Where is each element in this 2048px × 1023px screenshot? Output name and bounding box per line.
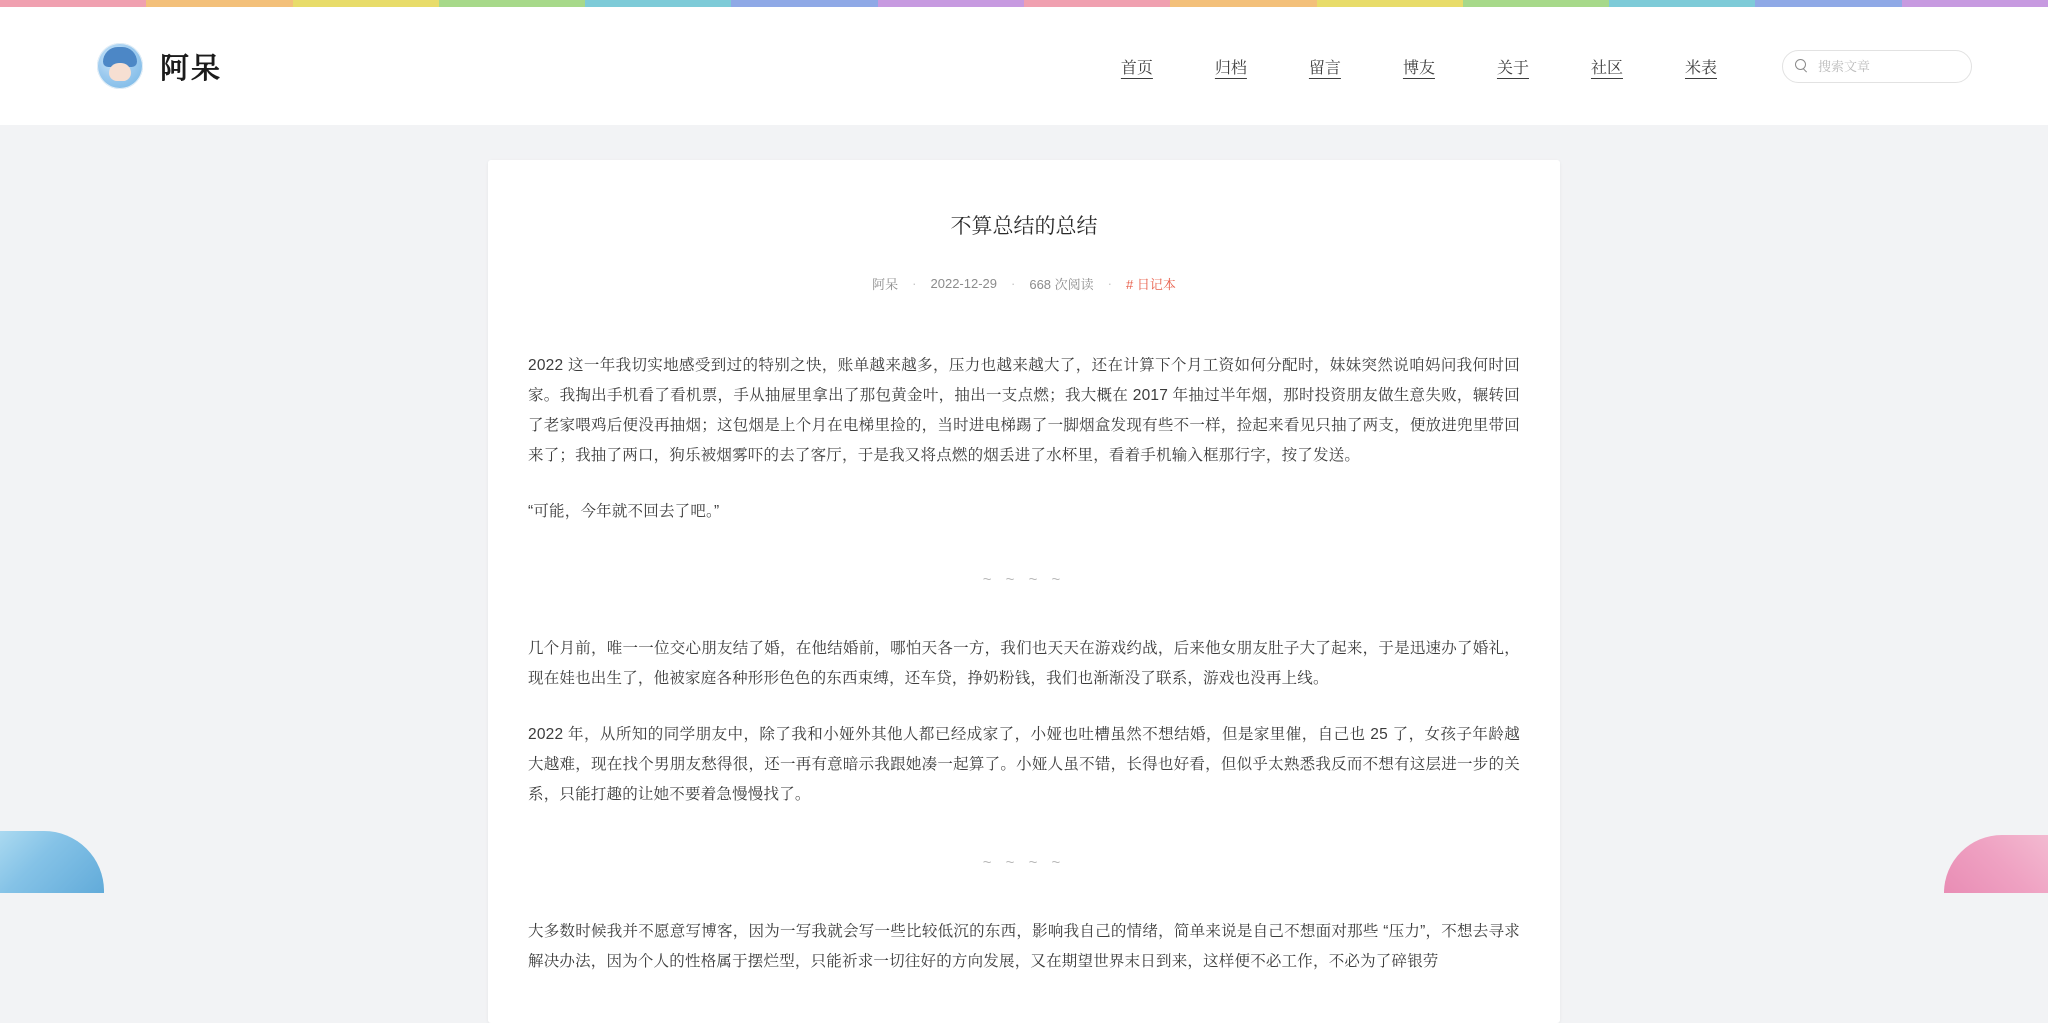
post-paragraph: 几个月前，唯一一位交心朋友结了婚，在他结婚前，哪怕天各一方，我们也天天在游戏约战，后来他女朋友肚子大了起来，于是迅速办了婚礼，现在娃也出生了，他被家庭各种形形色色的东西束缚，还车贷，挣奶粉钱，我们也渐渐没了联系，游戏也没再上线。	[528, 634, 1520, 694]
search-icon	[1795, 59, 1809, 73]
meta-separator-2: ·	[1001, 276, 1025, 291]
post-views: 668 次阅读	[1029, 274, 1093, 293]
post-meta	[528, 274, 1520, 293]
rainbow-stripe	[146, 0, 292, 7]
meta-separator-3: ·	[1098, 276, 1122, 291]
post-paragraph: 大多数时候我并不愿意写博客，因为一写我就会写一些比较低沉的东西，影响我自己的情绪，简单来说是自己不想面对那些 “压力”，不想去寻求解决办法，因为个人的性格属于摆烂型，只能祈求一切往好的方向发展，又在期望世界末日到来，这样便不必工作，不必为了碎银劳	[528, 917, 1520, 977]
rainbow-stripe	[585, 0, 731, 7]
search-box[interactable]	[1782, 50, 1972, 83]
rainbow-stripe	[1317, 0, 1463, 7]
rainbow-stripe	[1755, 0, 1901, 7]
post-date: 2022-12-29	[931, 276, 998, 291]
site-header	[0, 7, 2048, 125]
search-input[interactable]	[1816, 58, 1959, 75]
post-body	[528, 351, 1520, 977]
nav-item-about[interactable]: 关于	[1466, 55, 1560, 78]
nav-item-message[interactable]: 留言	[1278, 55, 1372, 78]
post-paragraph: 2022 年，从所知的同学朋友中，除了我和小娅外其他人都已经成家了，小娅也吐槽虽然不想结婚，但是家里催，自己也 25 了，女孩子年龄越大越难，现在找个男朋友愁得很，还一再有意暗示我跟她凑一起算了。小娅人虽不错，长得也好看，但似乎太熟悉我反而不想有这层进一步的关系，只能打趣的让她不要着急慢慢找了。	[528, 720, 1520, 810]
nav-item-friends[interactable]: 博友	[1372, 55, 1466, 78]
post-author: 阿呆	[872, 274, 898, 293]
section-divider: ~ ~ ~ ~	[528, 571, 1520, 588]
rainbow-stripe	[439, 0, 585, 7]
section-divider: ~ ~ ~ ~	[528, 854, 1520, 871]
rainbow-stripe	[1902, 0, 2048, 7]
nav-item-archive[interactable]: 归档	[1184, 55, 1278, 78]
post-tag[interactable]: # 日记本	[1126, 274, 1176, 293]
rainbow-stripe	[1170, 0, 1316, 7]
nav-item-home[interactable]: 首页	[1090, 55, 1184, 78]
nav-item-domains[interactable]: 米表	[1654, 55, 1748, 78]
rainbow-stripe	[878, 0, 1024, 7]
avatar	[97, 43, 143, 89]
rainbow-stripe	[1609, 0, 1755, 7]
page-title: 不算总结的总结	[528, 210, 1520, 240]
rainbow-stripe	[0, 0, 146, 7]
post-paragraph: 2022 这一年我切实地感受到过的特别之快，账单越来越多，压力也越来越大了，还在计算下个月工资如何分配时，妹妹突然说咱妈问我何时回家。我掏出手机看了看机票，手从抽屉里拿出了那包黄金叶，抽出一支点燃；我大概在 2017 年抽过半年烟，那时投资朋友做生意失败，辗转回了老家喂鸡后便没再抽烟；这包烟是上个月在电梯里捡的，当时进电梯踢了一脚烟盒发现有些不一样，捡起来看见只抽了两支，便放进兜里带回来了；我抽了两口，狗乐被烟雾吓的去了客厅，于是我又将点燃的烟丢进了水杯里，看着手机输入框那行字，按了发送。	[528, 351, 1520, 471]
main-nav	[1090, 50, 2048, 83]
rainbow-stripe	[293, 0, 439, 7]
meta-separator-1: ·	[902, 276, 926, 291]
brand-title: 阿呆	[160, 46, 222, 87]
rainbow-stripe	[731, 0, 877, 7]
rainbow-stripe	[1024, 0, 1170, 7]
corner-decoration-right	[1944, 835, 2048, 893]
article-card	[488, 160, 1560, 1023]
rainbow-stripe	[1463, 0, 1609, 7]
rainbow-top-bar	[0, 0, 2048, 7]
corner-decoration-left	[0, 831, 104, 893]
brand[interactable]	[97, 43, 222, 89]
nav-item-community[interactable]: 社区	[1560, 55, 1654, 78]
post-paragraph: “可能，今年就不回去了吧。”	[528, 497, 1520, 527]
